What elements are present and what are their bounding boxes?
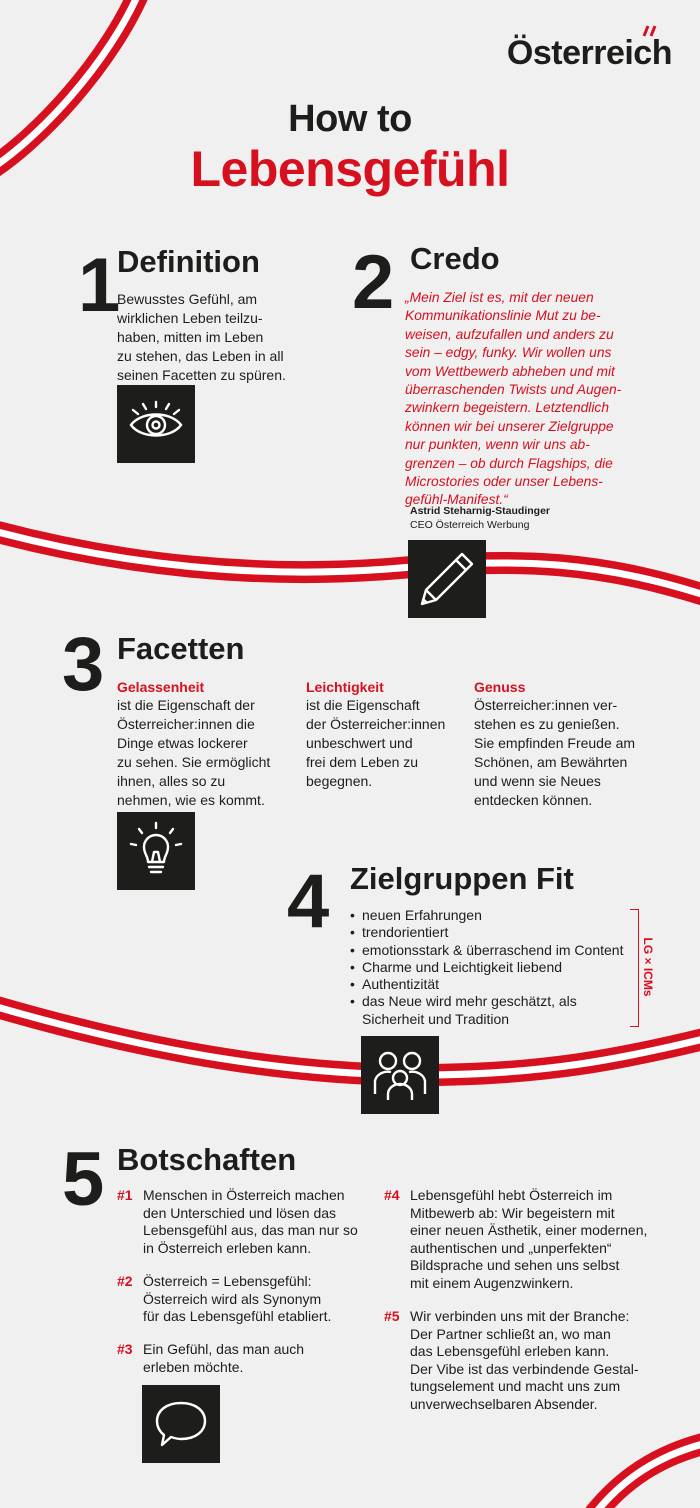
lightbulb-icon <box>117 812 195 890</box>
facet-text: ist die Eigenschaft der Österreicher:innen unbeschwert und frei dem Leben zu begegnen. <box>306 697 446 789</box>
author-name: Astrid Steharnig-Staudinger <box>410 505 551 517</box>
brand-logo: Österreich <box>506 34 672 72</box>
section-heading-botschaften: Botschaften <box>117 1142 297 1177</box>
page-title-line1: How to <box>288 98 412 140</box>
bracket-marker <box>630 909 639 1027</box>
pencil-icon <box>408 540 486 618</box>
list-item-continuation: Sicherheit und Tradition <box>362 1011 510 1027</box>
message-text: Wir verbinden uns mit der Branche: Der Partner schließt an, wo man das Lebensgefühl erleben kann. Der Vibe ist das verbindende Gestal- tungselement und macht uns zum unverwechselbaren Absender. <box>410 1308 639 1412</box>
facet-column-gelassenheit <box>117 679 297 810</box>
logo-flag-mark <box>638 24 672 38</box>
section-heading-credo: Credo <box>410 241 500 276</box>
section-number-1: 1 <box>78 243 121 328</box>
message-4 <box>384 1187 684 1292</box>
facet-column-leichtigkeit <box>306 679 471 791</box>
credo-quote: „Mein Ziel ist es, mit der neuen Kommunikationslinie Mut zu be- weisen, aufzufallen und anders zu sein – edgy, funky. Wir wollen uns vom Wettbewerb abheben und mit überraschenden Twists und Augen- zwinkern begeistern. Letztendlich können wir bei unserer Zielgruppe nur punkten, wenn wir uns ab- grenzen – ob durch Flagships, die Microstories oder unser Lebens- gefühl-Manifest.“ <box>405 290 622 508</box>
section-number-3: 3 <box>62 622 105 707</box>
message-2 <box>117 1273 377 1326</box>
list-item: • emotionsstark & überraschend im Content <box>350 942 640 959</box>
facet-column-genuss <box>474 679 674 810</box>
message-text: Lebensgefühl hebt Österreich im Mitbewerb ab: Wir begeistern mit einer neuen Ästhetik, einer modernen, authentischen und „unperfekten“ Bildsprache und sehen uns selbst mit einem Augenzwinkern. <box>410 1187 648 1291</box>
message-number: #1 <box>117 1187 133 1203</box>
eye-icon <box>117 385 195 463</box>
message-text: Ein Gefühl, das man auch erleben möchte. <box>143 1341 305 1375</box>
section-number-4: 4 <box>287 859 330 944</box>
list-item: • trendorientiert <box>350 924 640 941</box>
list-item: • neuen Erfahrungen <box>350 907 640 924</box>
facet-title: Genuss <box>474 679 526 695</box>
definition-text: Bewusstes Gefühl, am wirklichen Leben teilzu- haben, mitten im Leben zu stehen, das Leben in all seinen Facetten zu spüren. <box>117 291 286 383</box>
group-icon <box>361 1036 439 1114</box>
list-item: • Charme und Leichtigkeit liebend <box>350 959 640 976</box>
message-3 <box>117 1341 377 1376</box>
message-5 <box>384 1308 684 1413</box>
section-number-5: 5 <box>62 1137 105 1222</box>
message-text: Menschen in Österreich machen den Unterschied und lösen das Lebensgefühl aus, das man nur so in Österreich erleben kann. <box>143 1187 358 1256</box>
message-1 <box>117 1187 377 1257</box>
facet-title: Gelassenheit <box>117 679 205 695</box>
section-heading-definition: Definition <box>117 244 260 279</box>
list-item: • Authentizität <box>350 976 640 993</box>
facet-title: Leichtigkeit <box>306 679 384 695</box>
facet-text: ist die Eigenschaft der Österreicher:innen die Dinge etwas lockerer zu sehen. Sie ermöglicht ihnen, alles so zu nehmen, wie es kommt. <box>117 697 271 808</box>
section-heading-facetten: Facetten <box>117 631 245 666</box>
section-number-2: 2 <box>352 240 395 325</box>
message-number: #4 <box>384 1187 400 1203</box>
message-number: #5 <box>384 1308 400 1324</box>
credo-author <box>410 504 550 532</box>
page-title-line2: Lebensgefühl <box>190 141 510 197</box>
list-item: • das Neue wird mehr geschätzt, als <box>350 993 640 1010</box>
message-number: #2 <box>117 1273 133 1289</box>
zielgruppen-list <box>350 907 640 1011</box>
message-number: #3 <box>117 1341 133 1357</box>
facet-text: Österreicher:innen ver- stehen es zu genießen. Sie empfinden Freude am Schönen, am Bewährten und wenn sie Neues entdecken können. <box>474 697 636 808</box>
side-label: LG × ICMs <box>641 937 655 997</box>
message-text: Österreich = Lebensgefühl: Österreich wird als Synonym für das Lebensgefühl etabliert. <box>143 1273 332 1324</box>
author-role: CEO Österreich Werbung <box>410 519 530 531</box>
section-heading-zielgruppen: Zielgruppen Fit <box>350 861 574 896</box>
speech-bubble-icon <box>142 1385 220 1463</box>
